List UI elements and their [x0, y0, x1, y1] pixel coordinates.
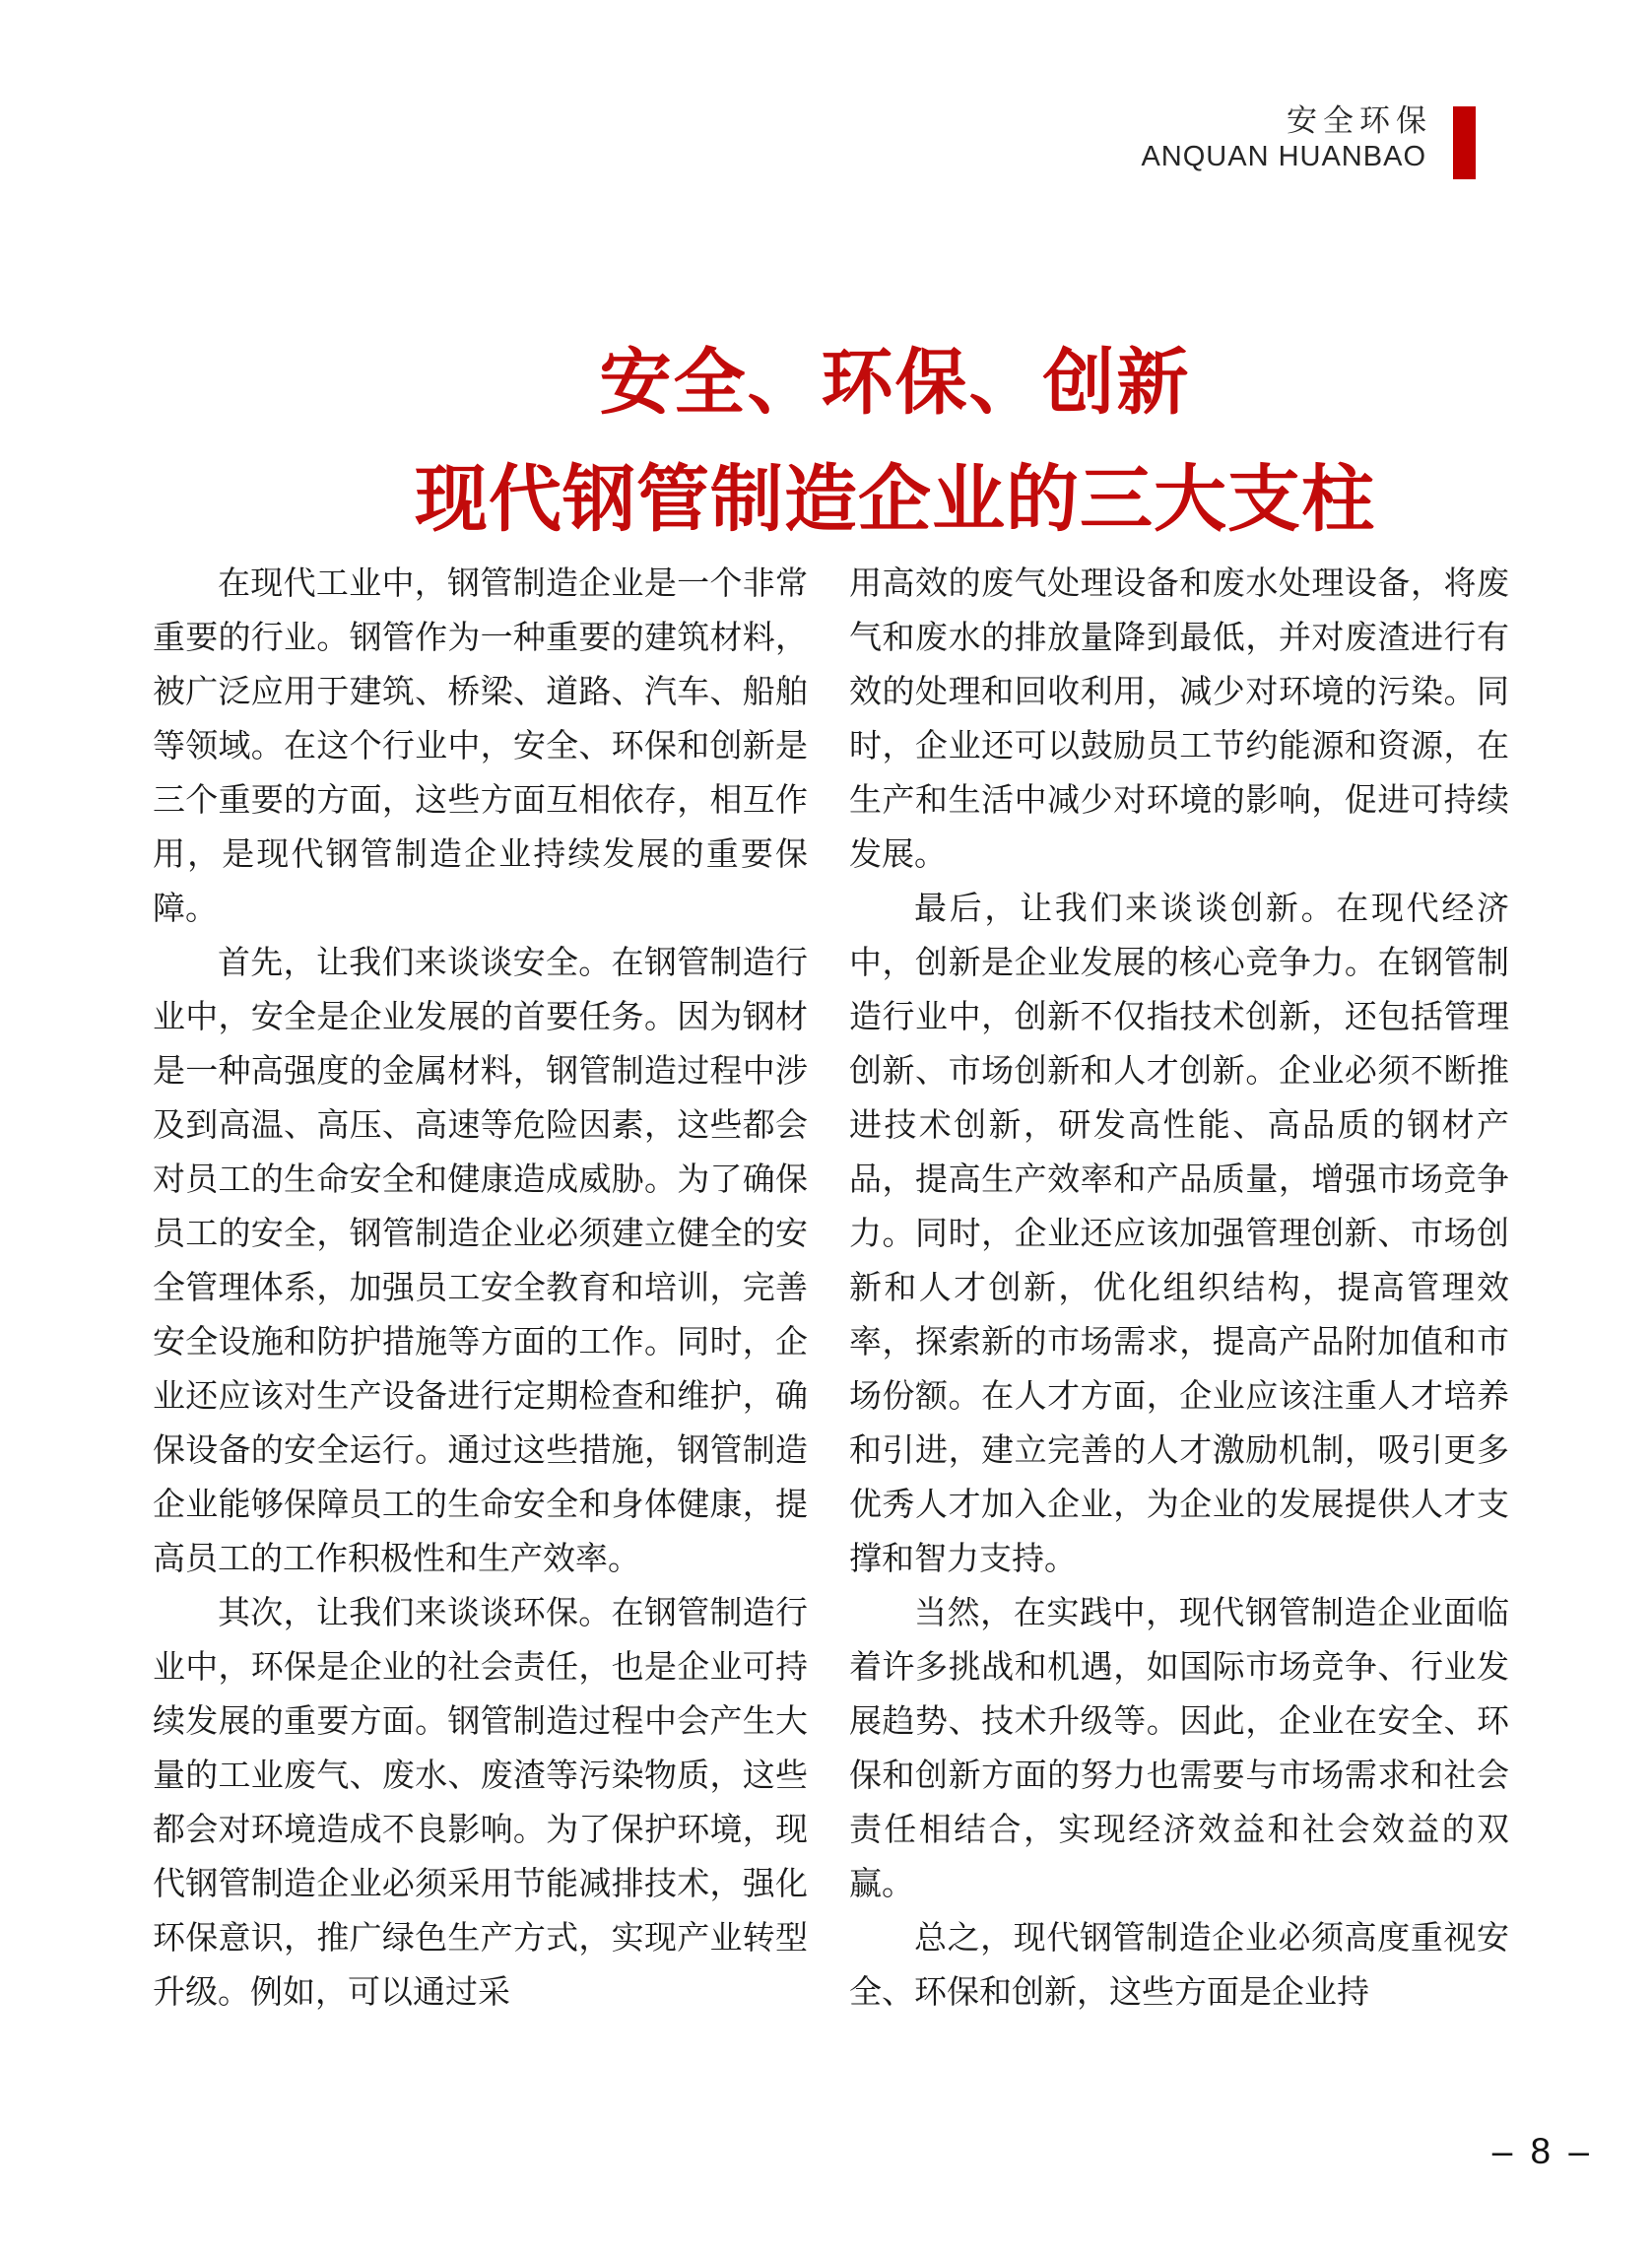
article-title-line2: 现代钢管制造企业的三大支柱 [415, 458, 1375, 540]
running-head [1141, 102, 1476, 179]
article-title [0, 343, 1652, 540]
section-title-chinese: 安全环保 [1287, 103, 1432, 138]
running-head-text [1141, 102, 1432, 173]
article-title-line1: 安全、环保、创新 [599, 343, 1191, 423]
page-number: – 8 – [1491, 2131, 1593, 2171]
body-column-right [849, 558, 1509, 2021]
paragraph: 最后，让我们来谈谈创新。在现代经济中，创新是企业发展的核心竞争力。在钢管制造行业中，创新不仅指技术创新，还包括管理创新、市场创新和人才创新。企业必须不断推进技术创新，研发高性能、高品质的钢材产品，提高生产效率和产品质量，增强市场竞争力。同时，企业还应该加强管理创新、市场创新和人才创新，优化组织结构，提高管理效率，探索新的市场需求，提高产品附加值和市场份额。在人才方面，企业应该注重人才培养和引进，建立完善的人才激励机制，吸引更多优秀人才加入企业，为企业的发展提供人才支撑和智力支持。 [849, 892, 1509, 1577]
red-accent-bar [1453, 106, 1476, 179]
paragraph-continuation: 用高效的废气处理设备和废水处理设备，将废气和废水的排放量降到最低，并对废渣进行有效的处理和回收利用，减少对环境的污染。同时，企业还可以鼓励员工节约能源和资源，在生产和生活中减少对环境的影响，促进可持续发展。 [849, 566, 1509, 873]
paragraph: 首先，让我们来谈谈安全。在钢管制造行业中，安全是企业发展的首要任务。因为钢材是一种高强度的金属材料，钢管制造过程中涉及到高温、高压、高速等危险因素，这些都会对员工的生命安全和健康造成威胁。为了确保员工的安全，钢管制造企业必须建立健全的安全管理体系，加强员工安全教育和培训，完善安全设施和防护措施等方面的工作。同时，企业还应该对生产设备进行定期检查和维护，确保设备的安全运行。通过这些措施，钢管制造企业能够保障员工的生命安全和身体健康，提高员工的工作积极性和生产效率。 [153, 946, 808, 1577]
paragraph: 在现代工业中，钢管制造企业是一个非常重要的行业。钢管作为一种重要的建筑材料，被广泛应用于建筑、桥梁、道路、汽车、船舶等领域。在这个行业中，安全、环保和创新是三个重要的方面，这些方面互相依存，相互作用，是现代钢管制造企业持续发展的重要保障。 [153, 566, 808, 927]
section-title-pinyin: ANQUAN HUANBAO [1141, 141, 1426, 172]
paragraph: 其次，让我们来谈谈环保。在钢管制造行业中，环保是企业的社会责任，也是企业可持续发展的重要方面。钢管制造过程中会产生大量的工业废气、废水、废渣等污染物质，这些都会对环境造成不良影响。为了保护环境，现代钢管制造企业必须采用节能减排技术，强化环保意识，推广绿色生产方式，实现产业转型升级。例如，可以通过采 [153, 1596, 808, 2011]
paragraph: 当然，在实践中，现代钢管制造企业面临着许多挑战和机遇，如国际市场竞争、行业发展趋势、技术升级等。因此，企业在安全、环保和创新方面的努力也需要与市场需求和社会责任相结合，实现经济效益和社会效益的双赢。 [849, 1596, 1509, 1902]
body-column-left [153, 558, 808, 2021]
paragraph: 总之，现代钢管制造企业必须高度重视安全、环保和创新，这些方面是企业持 [849, 1921, 1509, 2011]
